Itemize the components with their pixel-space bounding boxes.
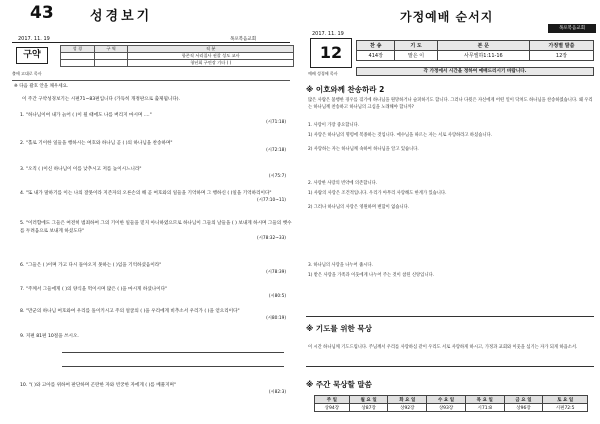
question-ref: (시71:18)	[266, 120, 286, 125]
quiz-intro: 이 주간 구약성경보기는 시편71~83편입니다 (가득히 개정판으로 출제됩니다).	[22, 97, 181, 102]
verse-mon: 상87장	[349, 404, 388, 412]
question-text: "만군의 하나님 여호와여 우리를 돌이키시고 주의 얼굴의 ( )을 우리에게 비추소서 우리가 ( )을 얻으리이다"	[25, 309, 240, 314]
day-sat: 토 요 일	[543, 396, 588, 404]
question-number: 7.	[20, 287, 25, 292]
cell-role: 항존직 서리집사 권찰 성도 교사	[128, 53, 294, 60]
question-text: "홀로 기이한 일들을 행하시는 여호와 하나님 곧 ( )의 하나님을 찬송하며"	[25, 141, 173, 146]
verse-tue: 상92장	[388, 404, 427, 412]
section-divider	[306, 366, 594, 367]
point-item: 2) 사랑하는 자는 하나님께 속하여 하나님을 알고 있습니다.	[308, 147, 419, 152]
question-item	[20, 190, 292, 203]
question-item	[20, 286, 292, 299]
question-text: 지편 81편 10절을 쓰시오.	[25, 334, 79, 339]
section-title-prayer: ※ 기도를 위한 묵상	[306, 324, 372, 333]
cell-scripture: 사무엘하1:11-16	[437, 51, 529, 61]
cell-district[interactable]	[94, 60, 128, 67]
header-divider	[12, 42, 290, 43]
question-item	[20, 220, 292, 241]
church-name-badge: 목포복음교회	[548, 24, 596, 33]
day-thu: 목 요 일	[465, 396, 504, 404]
question-item	[20, 382, 292, 395]
question-text: "이러함에도 그들은 여전히 범죄하여 그의 기이한 일들을 믿지 아니하였으므로 하나님이 그들의 날들을 ( ) 보내게 하시며 그들의 햇수를 두려움으로 보내게 하셨도다"	[20, 221, 292, 234]
col-bible: 성 경	[61, 46, 95, 53]
question-number: 6.	[20, 263, 25, 268]
day-sun: 주 일	[315, 396, 350, 404]
question-ref: (시80:5)	[268, 294, 286, 299]
section-title-praise: ※ 이호와께 찬송하라 2	[306, 85, 385, 94]
question-ref: (시77:10~11)	[257, 198, 286, 203]
question-text: "주께서 그들에게 ( )의 양식을 먹이시며 많은 ( )을 마시게 하셨나이다"	[25, 287, 168, 292]
question-ref: (시80:19)	[266, 316, 286, 321]
table-divider	[12, 80, 290, 81]
verse-wed: 상93장	[427, 404, 466, 412]
point-item: 1) 사랑은 하나님의 명령에 복종하는 것입니다. 예수님을 따르는 자는 서로 사랑하라고 하셨습니다.	[308, 133, 493, 138]
answer-line[interactable]	[62, 352, 284, 353]
cell-bible[interactable]	[61, 60, 95, 67]
section-divider	[306, 316, 594, 317]
question-text: "오직 ( )이신 하나님이 이를 낮추시고 저를 높이시느니라"	[25, 167, 142, 172]
cell-role: 청년회 구연장 기타 ( )	[128, 60, 294, 67]
cell-hymn: 414장	[357, 51, 395, 61]
verse-sat: 시편72:5	[543, 404, 588, 412]
weekly-verse-table	[314, 395, 588, 412]
question-text: "하나님이여 내가 늙어 ( )이 될 때에도 나를 버리지 마시며 ...."	[25, 113, 152, 118]
verse-thu: 시71:8	[465, 404, 504, 412]
question-number: 2.	[20, 141, 25, 146]
cell-bible[interactable]	[61, 53, 95, 60]
question-ref: (시75:7)	[268, 174, 286, 179]
point-item: 3. 하나님의 사랑을 나누어 줍시다.	[308, 263, 373, 268]
question-number: 8.	[20, 309, 25, 314]
instruction-note: ※ 다음 괄호 안을 채우세요.	[14, 84, 69, 89]
point-item: 2. 사랑한 사랑의 빈약에 의존합니다.	[308, 181, 378, 186]
question-text: "또 내가 말하기를 이는 나의 잘못이라 지존자의 오른손의 해 곧 여호와의 일들을 기억하며 그 행하신 ( )일을 기억하리이다"	[25, 191, 272, 196]
quiz-church: 목포복음교회	[230, 37, 257, 42]
question-item	[20, 333, 292, 341]
point-item: 1) 받은 사랑을 가족과 이웃에게 나누어 주는 것이 참된 신앙입니다.	[308, 273, 434, 278]
day-mon: 월 요 일	[349, 396, 388, 404]
col-district: 구 역	[94, 46, 128, 53]
question-item	[20, 166, 292, 179]
issue-number: 12	[310, 38, 352, 68]
verse-sun: 상94장	[315, 404, 350, 412]
question-number: 9.	[20, 334, 25, 339]
day-wed: 수 요 일	[427, 396, 466, 404]
cell-message: 12장	[530, 51, 594, 61]
point-item: 2) 그러나 하나님의 사랑은 영원하며 변함이 없습니다.	[308, 205, 410, 210]
issue-caption: 예배 성경에 목사	[308, 71, 338, 76]
col-message: 가정별 말씀	[530, 41, 594, 51]
verse-fri: 상96장	[504, 404, 543, 412]
section-intro: 많은 사람은 불행한 경우를 겪기에 하나님을 원망하거나 슬퍼하기도 합니다. 그러나 다윗은 자신에게 어떤 일이 닥쳐도 하나님을 찬송하였습니다. 왜 우리는 하나님께 찬송하고 하나님의 크심을 노래해야 합니까?	[308, 98, 593, 110]
question-ref: (시78:32~33)	[257, 236, 286, 241]
day-tue: 화 요 일	[388, 396, 427, 404]
question-number: 1.	[20, 113, 25, 118]
quiz-number: 43	[30, 3, 54, 23]
question-item	[20, 112, 292, 125]
answer-line[interactable]	[62, 366, 284, 367]
question-item	[20, 140, 292, 153]
col-role: 직 분	[128, 46, 294, 53]
quiz-date: 2017. 11. 19	[18, 36, 50, 42]
question-number: 5.	[20, 221, 25, 226]
question-text: "( )와 고아를 위하여 판단하며 곤란한 자와 빈궁한 자에게 ( )를 베풀지며"	[28, 383, 177, 388]
point-item: 1. 사랑이 가장 중요합니다.	[308, 123, 360, 128]
worship-title: 가정예배 순서지	[400, 10, 494, 24]
question-item	[20, 262, 292, 275]
col-scripture: 본 문	[437, 41, 529, 51]
prayer-text: 이 시간 하나님께 기도드립니다. 주님께서 우리를 사랑하심 같이 우리도 서로 사랑하게 하시고, 가정과 교회와 이웃을 섬기는 자가 되게 하옵소서.	[308, 345, 578, 350]
quiz-title: 성경보기	[90, 9, 153, 24]
question-number: 10.	[20, 383, 28, 388]
worship-order-table	[356, 40, 594, 61]
worship-date: 2017. 11. 19	[312, 31, 344, 37]
question-ref: (시72:18)	[266, 148, 286, 153]
question-number: 3.	[20, 167, 25, 172]
question-text: "그들은 ( )이며 가고 다시 돌아오지 못하는 ( )임을 기억하셨음이라"	[25, 263, 162, 268]
cell-prayer: 말은 이	[395, 51, 437, 61]
family-worship-page	[300, 0, 600, 424]
question-number: 4.	[20, 191, 25, 196]
section-title-weekly: ※ 주간 묵상할 말씀	[306, 380, 372, 389]
day-fri: 금 요 일	[504, 396, 543, 404]
point-item: 1) 사람의 사랑은 조건적입니다. 우리가 아무리 사랑해도 한계가 있습니다.	[308, 191, 447, 196]
question-ref: (시78:39)	[266, 270, 286, 275]
testament-badge: 구약	[16, 47, 48, 64]
worship-banner: 각 가정에서 시간을 정하여 예배드리시기 바랍니다.	[356, 67, 594, 76]
cell-district[interactable]	[94, 53, 128, 60]
badge-caption: 출애 고대로 목사	[12, 71, 42, 76]
col-prayer: 기 도	[395, 41, 437, 51]
question-item	[20, 308, 292, 321]
member-info-table	[60, 45, 294, 67]
question-ref: (시82:3)	[268, 390, 286, 395]
col-hymn: 찬 송	[357, 41, 395, 51]
